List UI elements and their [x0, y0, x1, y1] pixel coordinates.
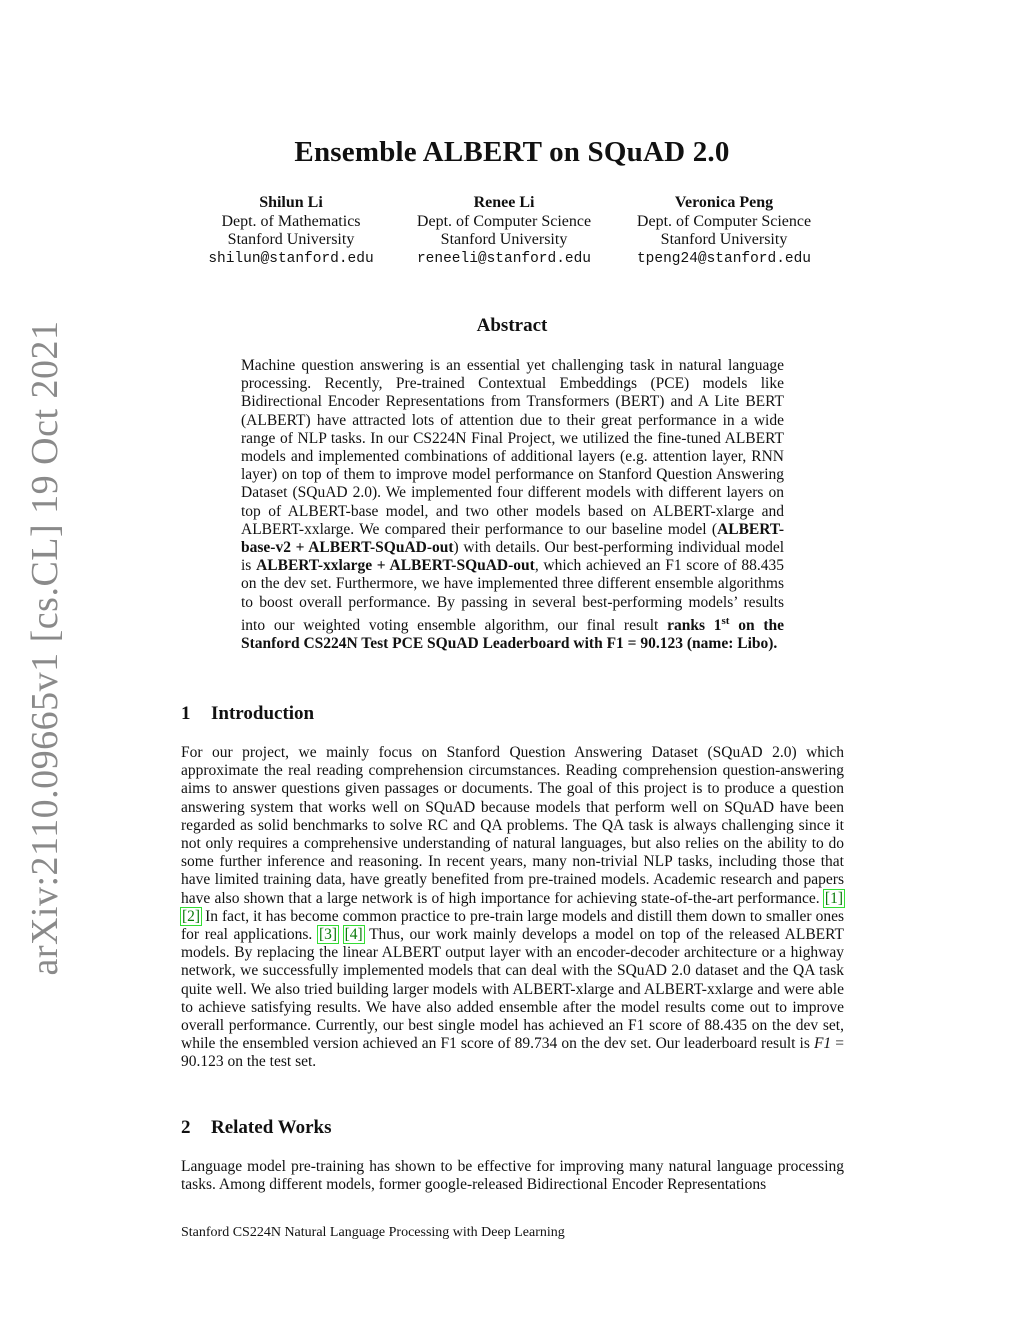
body-text: Thus, our work mainly develops a model on top of the released ALBERT models. By replacing the linear ALBERT output layer with an encoder-decoder architecture or a highway network, we successfully implemented models that can deal with the SQuAD 2.0 dataset and the QA task quite well. We also tried building larger models with ALBERT-xlarge and ALBERT-xxlarge and were able to achieve satisfying results. We have also added ensemble after the model results come out to improve overall performance. Currently, our best single model has achieved an F1 score of 88.435 on the dev set, while the ensembled version achieved an F1 score of 89.734 on the dev set. Our leaderboard result is [181, 926, 845, 1053]
abstract-body [241, 357, 784, 653]
abstract-emphasis: ALBERT-xxlarge + ALBERT-SQuAD-out [256, 557, 535, 575]
section-number: 2 [181, 1117, 191, 1138]
author-dept: Dept. of Computer Science [636, 212, 812, 230]
author-2 [384, 194, 624, 268]
arxiv-identifier: arXiv:2110.09665v1 [cs.CL] 19 Oct 2021 [24, 320, 66, 976]
section-number: 1 [181, 703, 191, 724]
author-email: tpeng24@stanford.edu [636, 250, 812, 267]
section-title: Introduction [211, 703, 315, 724]
abstract-superscript: st [721, 614, 730, 627]
author-affiliation: Stanford University [440, 231, 568, 248]
author-affiliation: Stanford University [227, 231, 355, 248]
section-heading-related-works [181, 1117, 332, 1139]
citation-link[interactable]: [2] [182, 907, 201, 925]
body-text: In fact, it has become common practice to pre-train large models and distill them down to smaller ones for real applications. [181, 907, 845, 944]
paper-title: Ensemble ALBERT on SQuAD 2.0 [294, 136, 730, 168]
author-affiliation: Stanford University [660, 231, 788, 248]
abstract-emphasis: ranks 1 [667, 617, 722, 634]
author-dept: Dept. of Computer Science [416, 212, 592, 230]
math-symbol: F1 [813, 1035, 832, 1053]
author-dept: Dept. of Mathematics [221, 212, 361, 230]
author-3 [604, 194, 844, 268]
abstract-emphasis: on the Stanford CS224N Test PCE SQuAD Leaderboard with F1 = 90.123 (name: Libo). [241, 617, 784, 653]
abstract-text: ) with details. Our best-performing individual model is [241, 539, 784, 575]
abstract-emphasis: ALBERT-base-v2 + ALBERT-SQuAD-out [241, 520, 784, 557]
author-name: Renee Li [473, 194, 535, 211]
citation-link[interactable]: [3] [318, 926, 338, 944]
section-title: Related Works [211, 1117, 332, 1138]
author-email: reneeli@stanford.edu [416, 250, 592, 267]
body-text: = 90.123 on the test set. [181, 1035, 844, 1071]
body-text: For our project, we mainly focus on Stanford Question Answering Dataset (SQuAD 2.0) which approximate the real reading comprehension circumstances. Reading comprehension question-answering aims to answer questions given passages or documents. The goal of this project is to produce a question answering system that works well on SQuAD because models that perform well on SQuAD have been regarded as solid benchmarks to solve RC and QA problems. The QA task is always challenging since it not only requires a comprehensive understanding of natural languages, but also relies on the ability to do some further inference and reasoning. In recent years, many non-trivial NLP tasks, including those that have limited training data, have greatly benefited from pre-trained models. Academic research and papers have also shown that a large network is of high importance for achieving state-of-the-art performance. [181, 744, 844, 907]
page-footer: Stanford CS224N Natural Language Processing with Deep Learning [181, 1225, 565, 1240]
related-works-paragraph [181, 1158, 844, 1194]
author-1 [171, 194, 411, 268]
abstract-heading: Abstract [476, 315, 548, 336]
author-name: Shilun Li [259, 194, 323, 211]
author-name: Veronica Peng [674, 194, 774, 211]
citation-link[interactable]: [1] [824, 889, 843, 907]
abstract-text: Machine question answering is an essential yet challenging task in natural language processing. Recently, Pre-trained Contextual Embeddings (PCE) models like Bidirectional Encoder Representations from Transformers (BERT) and A Lite BERT (ALBERT) have attracted lots of attention due to their great performance in a wide range of NLP tasks. In our CS224N Final Project, we utilized the fine-tuned ALBERT models and implemented combinations of additional layers (e.g. attention layer, RNN layer) on top of them to improve model performance on Stanford Question Answering Dataset (SQuAD 2.0). We implemented four different models with different layers on top of ALBERT-base model, and two other models based on ALBERT-xlarge and ALBERT-xxlarge. We compared their performance to our baseline model ( [241, 357, 784, 538]
body-text: Language model pre-training has shown to be effective for improving many natural language processing tasks. Among different models, former google-released Bidirectional Encoder Representations [181, 1158, 844, 1194]
author-email: shilun@stanford.edu [208, 250, 374, 267]
introduction-paragraph [181, 744, 844, 1072]
abstract-text: , which achieved an F1 score of 88.435 on the dev set. Furthermore, we have implemented three different ensemble algorithms to boost overall performance. By passing in several best-performing models’ results into our weighted voting ensemble algorithm, our final result [241, 557, 784, 634]
section-heading-introduction [181, 703, 314, 725]
citation-link[interactable]: [4] [344, 926, 363, 944]
